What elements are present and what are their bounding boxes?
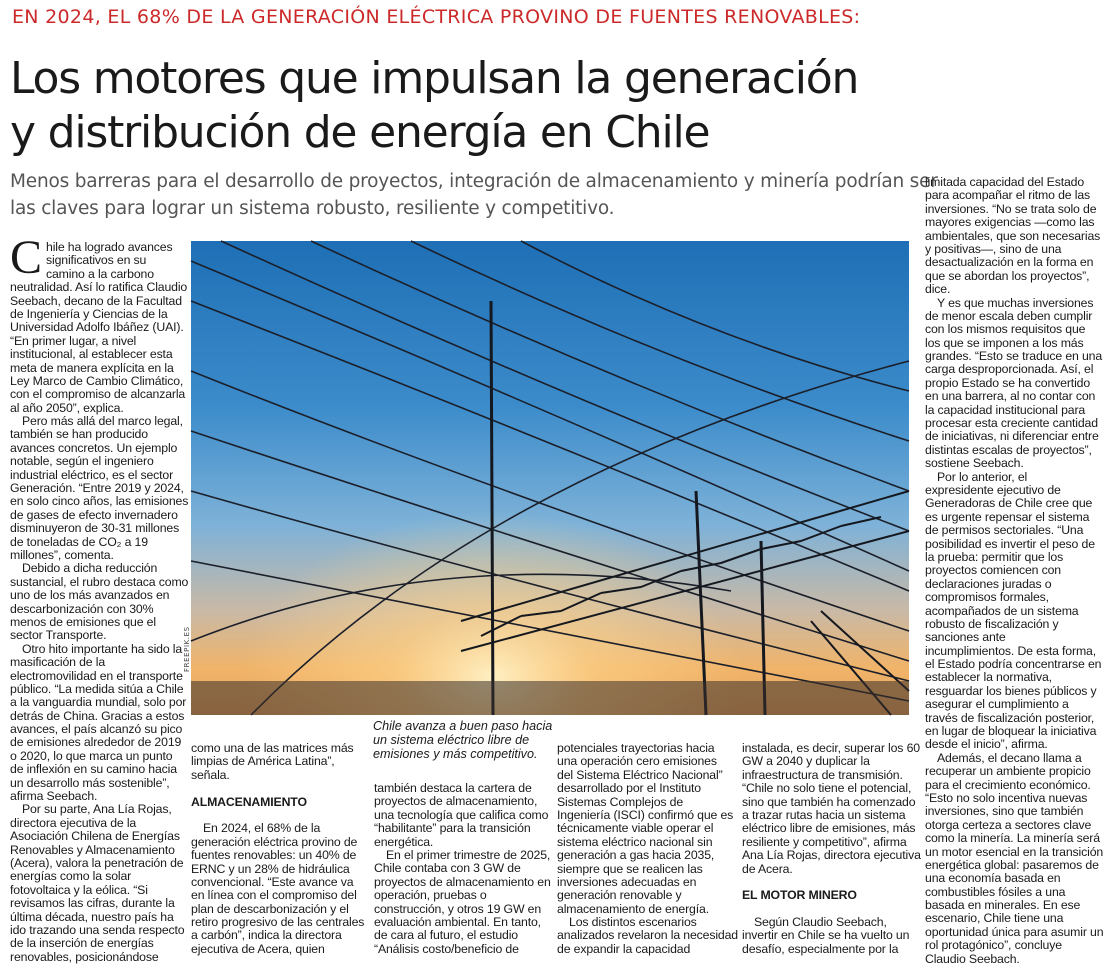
body-text-line: Ana Lía Rojas, directora ejecutiva (742, 848, 921, 863)
body-text-line: Según Claudio Seebach, (754, 915, 887, 930)
body-text-line: de la inserción de energías (10, 936, 154, 951)
body-text-line: proyectos de almacenamiento en (374, 874, 551, 889)
body-text-line: “Análisis costo/beneficio de (374, 941, 519, 956)
body-text-line: generación renovable y (557, 888, 682, 903)
body-text-line: también destaca la cartera de (374, 781, 532, 795)
body-text-line: uno de los más avanzados en (10, 588, 170, 603)
body-text-line: invertir en Chile se ha vuelto un (742, 928, 910, 943)
body-text-line: de emisiones alrededor de 2019 (10, 735, 182, 750)
headline-line: Los motores que impulsan la generación (10, 53, 859, 104)
body-text-line: combustibles fósiles a una (925, 884, 1066, 899)
body-text-line: avances concretos. Un ejemplo (10, 440, 178, 455)
body-text-line: resiliente y competitivo”, afirma (742, 834, 907, 849)
body-text-line: de Ingeniería y Ciencias de la (10, 306, 168, 321)
body-text-line: En el primer trimestre de 2025, (386, 847, 551, 862)
body-text-line: un motor esencial en la transición (925, 844, 1103, 859)
body-text-line: disminuyeron de 30-31 millones (10, 521, 180, 536)
body-text-line: construcción, y otros 19 GW en (374, 901, 542, 916)
drop-cap: C (10, 231, 43, 284)
body-text-line: desafío, especialmente por la (742, 941, 899, 956)
body-text-line: evaluación ambiental. En tanto, (374, 914, 541, 929)
article-column-3 (374, 782, 556, 958)
body-text-line: de gases de efecto invernadero (10, 507, 178, 522)
kicker: EN 2024, EL 68% DE LA GENERACIÓN ELÉCTRICA PROVINO DE FUENTES RENOVABLES: (12, 6, 861, 28)
body-text-line: señala. (191, 767, 230, 782)
article-column-6 (925, 175, 1103, 966)
body-text-line: ejecutiva de Acera, quien (191, 941, 325, 956)
body-text-line: industrial eléctrico, es el sector (10, 467, 174, 482)
body-text-line: “Chile no solo tiene el potencial, (742, 781, 912, 796)
body-text-line: última década, nuestro país ha (10, 909, 174, 924)
body-text-line: desarrollado por el Instituto (557, 781, 701, 796)
body-text-line: recuperar un ambiente propicio (925, 764, 1091, 779)
body-text-line: escenario, Chile tiene una (925, 911, 1064, 926)
body-text-line: plan de descarbonización y el (191, 901, 349, 916)
body-text-line: una tecnología que califica como (374, 807, 549, 822)
body-text-line: basada en minerales. En ese (925, 898, 1081, 913)
body-text-line: a la vanguardia mundial, solo por (10, 695, 187, 710)
body-text-line: con los mismos requisitos que (925, 322, 1086, 337)
body-text-line: generación a gas hacia 2035, (557, 848, 715, 863)
body-text-line: (Acera), valora la penetración de (10, 855, 184, 870)
body-text-line: Claudio Seebach. (925, 951, 1020, 966)
body-text-line: generación eléctrica provino de (191, 834, 358, 849)
column-gap (742, 876, 918, 889)
photo-illustration (191, 241, 909, 715)
body-text-line: también se han producido (10, 427, 148, 442)
body-text-line: del Sistema Eléctrico Nacional” (557, 767, 723, 782)
body-text-line: afirma Seebach. (10, 789, 98, 804)
body-text-line: dice. (925, 282, 951, 297)
body-text-line: público. “La medida sitúa a Chile (10, 681, 184, 696)
body-text-line: “En primer lugar, a nivel (10, 333, 137, 348)
photo-caption (373, 719, 573, 761)
body-text-line: detrás de China. Gracias a estos (10, 708, 185, 723)
body-text-line: de menor escala deben cumplir (925, 308, 1093, 323)
body-text-line: Generación. “Entre 2019 y 2024, (10, 481, 184, 496)
body-text-line: potenciales trayectorias hacia (557, 741, 715, 755)
body-text-line: “habilitante” para la transición (374, 821, 531, 836)
body-text-line: de permisos sectoriales. “Una (925, 523, 1084, 538)
body-text-line: sector Transporte. (10, 628, 107, 643)
body-text-line: descarbonización con 30% (10, 601, 154, 616)
body-text-line: de Acera. (742, 861, 793, 876)
body-text-line: Asociación Chilena de Energías (10, 829, 180, 844)
body-text-line: sistema eléctrico nacional sin (557, 834, 713, 849)
body-text-line: distintas escalas de proyectos”, (925, 442, 1092, 457)
body-text-line: sino que también ha comenzado (742, 794, 916, 809)
body-text-line: en una barrera, al no contar con (925, 389, 1096, 404)
article-column-2 (191, 742, 367, 958)
caption-line: Chile avanza a buen paso hacia (373, 719, 553, 733)
body-text-line: infraestructura de transmisión. (742, 767, 903, 782)
body-text-line: ido trazando una senda respecto (10, 922, 185, 937)
body-text-line: desde el inicio”, afirma. (925, 737, 1048, 752)
body-text-line: que se abordan los proyectos”, (925, 268, 1090, 283)
body-text-line: hile ha logrado avances (46, 240, 173, 254)
body-text-line: robusto de fiscalización y (925, 616, 1059, 631)
body-text-line: incumplimientos. De esta forma, (925, 643, 1096, 658)
body-text-line: en solo cinco años, las emisiones (10, 494, 189, 509)
article-column-5 (742, 741, 921, 958)
body-text-line: posibilidad es invertir el peso de (925, 536, 1095, 551)
body-text-line: Renovables y Almacenamiento (10, 842, 175, 857)
column-gap (191, 782, 367, 795)
body-text-line: en línea con el compromiso del (191, 888, 357, 903)
body-text-line: para acompañar el ritmo de las (925, 188, 1091, 203)
body-text-line: instalada, es decir, superar los 60 (742, 741, 920, 755)
body-text-line: es urgente repensar el sistema (925, 509, 1090, 524)
body-text-line: acompañados de un sistema (925, 603, 1079, 618)
body-text-line: en lugar de bloquear la iniciativa (925, 724, 1097, 739)
body-text-line: Pero más allá del marco legal, (22, 414, 183, 429)
body-text-line: oportunidad única para asumir un (925, 924, 1103, 939)
body-text-line: través de fiscalización posterior, (925, 710, 1095, 725)
body-text-line: propio Estado se ha convertido (925, 375, 1091, 390)
section-subheading: ALMACENAMIENTO (191, 794, 307, 809)
body-text-line: almacenamiento de energía. (557, 901, 709, 916)
body-text-line: sostiene Seebach. (925, 456, 1024, 471)
body-text-line: siempre que se realicen las (557, 861, 703, 876)
body-text-line: proyectos comiencen con (925, 563, 1061, 578)
caption-line: un sistema eléctrico libre de (373, 733, 530, 747)
body-text-line: significativos en su (46, 253, 147, 268)
body-text-line: masificación de la (10, 655, 106, 670)
deck-line: las claves para lograr un sistema robusto, resiliente y competitivo. (10, 198, 615, 219)
body-text-line: operación, pruebas o (374, 888, 487, 903)
body-text-line: meta de manera explícita en la (10, 360, 174, 375)
body-text-line: Sistemas Complejos de (557, 794, 684, 809)
body-text-line: avances, el país alcanzó su pico (10, 722, 183, 737)
body-text-line: sanciones ante (925, 630, 1006, 645)
section-subheading: EL MOTOR MINERO (742, 888, 857, 903)
body-text-line: grandes. “Esto se traduce en una (925, 349, 1103, 364)
body-text-line: revisamos las cifras, durante la (10, 896, 175, 911)
body-text-line: directora ejecutiva de la (10, 815, 137, 830)
body-text-line: desactualización en la forma en (925, 255, 1094, 270)
body-text-line: convencional. “Este avance va (191, 874, 354, 889)
column-gap (742, 903, 918, 916)
body-text-line: Generadoras de Chile cree que (925, 496, 1093, 511)
body-text-line: compromisos formales, (925, 590, 1049, 605)
body-text-line: mayores exigencias —como las (925, 215, 1095, 230)
photo-credit: FREEPIK.ES (183, 626, 191, 672)
caption-line: emisiones y más competitivo. (373, 747, 538, 761)
body-text-line: energías como la solar (10, 869, 132, 884)
body-text-line: eléctrico libre de emisiones, más (742, 821, 916, 836)
body-text-line: como una de las matrices más (191, 741, 354, 755)
body-text-line: limitada capacidad del Estado (925, 175, 1085, 189)
body-text-line: fotovoltaica y la eólica. “Si (10, 882, 148, 897)
body-text-line: inversiones. “No se trata solo de (925, 201, 1097, 216)
body-text-line: fuentes renovables: un 40% de (191, 848, 357, 863)
body-text-line: camino a la carbono (46, 266, 154, 281)
body-text-line: establecer la normativa, (925, 670, 1052, 685)
body-text-line: renovables, posicionándose (10, 949, 159, 964)
body-text-line: ERNC y un 28% de hidráulica (191, 861, 350, 876)
body-text-line: un desarrollo más sostenible”, (10, 775, 170, 790)
body-text-line: la capacidad institucional para (925, 402, 1086, 417)
body-text-line: una economía basada en (925, 871, 1061, 886)
body-text-line: Por su parte, Ana Lía Rojas, (22, 802, 172, 817)
body-text-line: otorga certeza a sectores clave (925, 817, 1092, 832)
body-text-line: Y es que muchas inversiones (937, 295, 1094, 310)
body-text-line: carga desproporcionada. Así, el (925, 362, 1094, 377)
body-text-line: ambientales, que son necesarias (925, 228, 1101, 243)
power-lines-photo (191, 241, 909, 715)
body-text-line: de toneladas de CO₂ a 19 (10, 534, 148, 549)
body-text-line: neutralidad. Así lo ratifica Claudio (10, 280, 188, 295)
body-text-line: para el crecimiento económico. (925, 777, 1091, 792)
body-text-line: de cara al futuro, el estudio (374, 928, 518, 943)
body-text-line: GW a 2040 y duplicar la (742, 754, 870, 769)
body-text-line: Ley Marco de Cambio Climático, (10, 373, 184, 388)
body-text-line: resguardar los bienes públicos y (925, 683, 1097, 698)
body-text-line: al año 2050”, explica. (10, 400, 124, 415)
body-text-line: rol protagónico”, concluye (925, 938, 1062, 953)
body-text-line: técnicamente viable operar el (557, 821, 714, 836)
body-text-line: Debido a dicha reducción (22, 561, 158, 576)
deck (10, 168, 938, 222)
body-text-line: procesar esta creciente cantidad (925, 416, 1098, 431)
body-text-line: la prueba: permitir que los (925, 549, 1064, 564)
body-text-line: una operación cero emisiones (557, 754, 717, 769)
body-text-line: analizados revelaron la necesidad (557, 928, 738, 943)
headline-line: y distribución de energía en Chile (10, 107, 710, 158)
body-text-line: “Esto no solo incentiva nuevas (925, 790, 1088, 805)
body-text-line: institucional, al establecer esta (10, 347, 173, 362)
body-text-line: o 2020, lo que marca un punto (10, 748, 173, 763)
body-text-line: Universidad Adolfo Ibáñez (UAI). (10, 320, 184, 335)
body-text-line: limpias de América Latina”, (191, 754, 335, 769)
body-text-line: y positivas—, sino de una (925, 241, 1062, 256)
body-text-line: de iniciativas, ni diferenciar entre (925, 429, 1099, 444)
body-text-line: En 2024, el 68% de la (203, 821, 321, 836)
body-text-line: retiro progresivo de las centrales (191, 915, 365, 930)
body-text-line: Otro hito importante ha sido la (22, 641, 183, 656)
deck-line: Menos barreras para el desarrollo de proyectos, integración de almacenamiento y minería podrían ser (10, 171, 938, 192)
body-text-line: menos de emisiones que el (10, 614, 156, 629)
body-text-line: como la minería. La minería será (925, 831, 1100, 846)
body-text-line: el Estado podría concentrarse en (925, 657, 1102, 672)
body-text-line: energética. (374, 834, 434, 849)
article-column-4 (557, 742, 739, 958)
body-text-line: millones”, comenta. (10, 547, 114, 562)
body-text-line: inversiones, sino que también (925, 804, 1084, 819)
body-text-line: expresidente ejecutivo de (925, 482, 1061, 497)
body-text-line: de expandir la capacidad (557, 941, 691, 956)
body-text-line: notable, según el ingeniero (10, 454, 154, 469)
body-text-line: asegurar el cumplimiento a (925, 697, 1069, 712)
headline (10, 52, 910, 160)
body-text-line: los que se imponen a los más (925, 335, 1084, 350)
body-text-line: Por lo anterior, el (937, 469, 1028, 484)
body-text-line: Chile contaba con 3 GW de (374, 861, 521, 876)
body-text-line: Ingeniería (ISCI) confirmó que es (557, 807, 734, 822)
body-text-line: con el compromiso de alcanzarla (10, 387, 186, 402)
body-text-line: electromovilidad en el transporte (10, 668, 183, 683)
column-gap (191, 809, 367, 822)
body-text-line: inversiones adecuadas en (557, 874, 697, 889)
body-text-line: Además, el decano llama a (937, 750, 1082, 765)
body-text-line: sustancial, el rubro destaca como (10, 574, 189, 589)
body-text-line: Seebach, decano de la Facultad (10, 293, 182, 308)
body-text-line: de inflexión en su camino hacia (10, 762, 177, 777)
body-text-line: proyectos de almacenamiento, (374, 794, 538, 809)
body-text-line: declaraciones juradas o (925, 576, 1052, 591)
body-text-line: Los distintos escenarios (569, 915, 697, 930)
body-text-line: a trazar rutas hacia un sistema (742, 807, 906, 822)
body-text-line: energética global: pasaremos de (925, 857, 1099, 872)
body-text-line: a carbón”, indica la directora (191, 928, 342, 943)
